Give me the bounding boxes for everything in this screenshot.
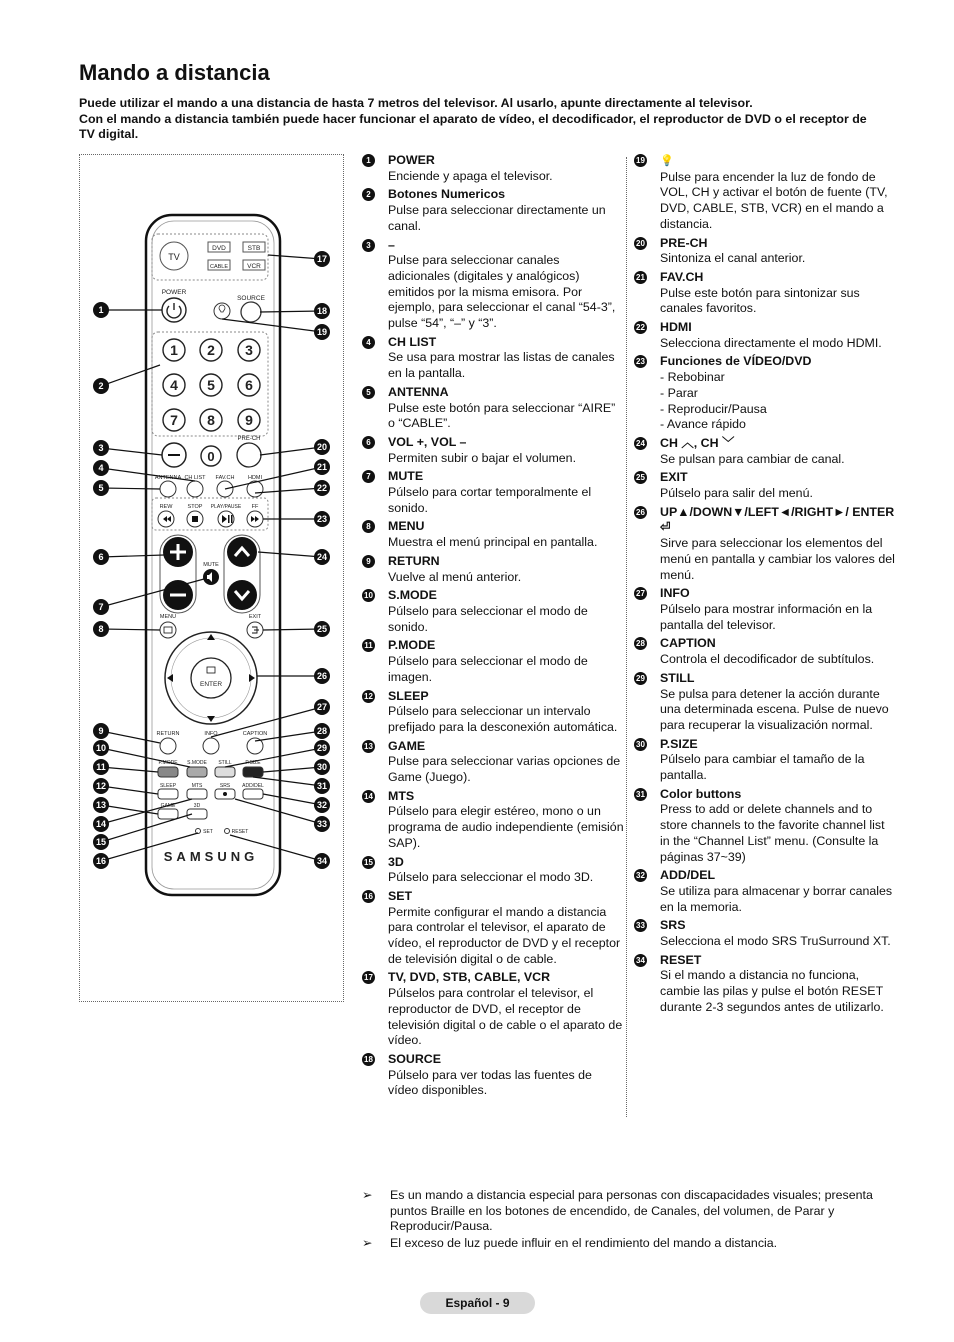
- entry-item: [362, 469, 624, 516]
- entry-description: Se usa para mostrar las listas de canales en la pantalla.: [388, 350, 615, 381]
- entry-title: FAV.CH: [660, 269, 704, 284]
- callout-badge: [93, 440, 109, 456]
- digit-0-label: 0: [207, 449, 215, 464]
- info-button[interactable]: [203, 738, 219, 754]
- still-button[interactable]: [215, 767, 235, 777]
- callout-badge: [314, 480, 330, 496]
- entry-number-badge: 15: [362, 856, 375, 869]
- note-arrow-icon: ➢: [362, 1236, 373, 1251]
- menu-button[interactable]: [160, 622, 176, 638]
- note-text: Es un mando a distancia especial para personas con discapacidades visuales; presenta puntos Braille en los botones de encendido, de Canales, del volumen, de Parar y Reproducir/Pausa.: [390, 1188, 873, 1234]
- callout-badge: [93, 834, 109, 850]
- entry-item: [634, 868, 896, 915]
- callout-number: 12: [95, 781, 107, 791]
- mts-label: MTS: [191, 783, 203, 789]
- entry-description: Enciende y apaga el televisor.: [388, 168, 553, 183]
- intro-line: Puede utilizar el mando a una distancia de hasta 7 metros del televisor. Al usarlo, apunte directamente al televisor.: [79, 96, 753, 110]
- callout-number: 23: [316, 514, 328, 524]
- callout-number: 34: [316, 856, 328, 866]
- callout-number: 26: [316, 671, 328, 681]
- entry-number-badge: 5: [362, 386, 375, 399]
- entry-description: Se utiliza para almacenar y borrar canales en la memoria.: [660, 883, 893, 914]
- callout-number: 21: [316, 462, 328, 472]
- entry-number-badge: 19: [634, 154, 647, 167]
- entry-number-badge: 3: [362, 239, 375, 252]
- entry-title: 3D: [388, 854, 404, 869]
- callout-badge: [93, 723, 109, 739]
- entries-column-1: [362, 153, 624, 1102]
- callout-number: 29: [316, 743, 328, 753]
- entry-number-badge: 18: [362, 1053, 375, 1066]
- entry-item: [634, 636, 896, 667]
- reset-button[interactable]: [225, 829, 230, 834]
- entry-title: TV, DVD, STB, CABLE, VCR: [388, 970, 551, 985]
- entry-title: P.MODE: [388, 638, 436, 653]
- return-label: RETURN: [156, 731, 180, 737]
- entry-description: Press to add or delete channels and to store channels to the favorite channel list in the “Channel List” menu. (Consulte la páginas 37~39): [660, 802, 885, 864]
- entry-title: HDMI: [660, 320, 692, 335]
- entry-number-badge: 17: [362, 971, 375, 984]
- entry-item: [362, 970, 624, 1049]
- entry-title-icon: [660, 153, 896, 170]
- entry-title: GAME: [388, 738, 426, 753]
- set-label: SET: [203, 829, 213, 835]
- callout-number: 28: [316, 726, 328, 736]
- callout-badge: [93, 759, 109, 775]
- entry-item: [362, 855, 624, 886]
- entry-description: Muestra el menú principal en pantalla.: [388, 535, 598, 550]
- entry-title: POWER: [388, 153, 435, 167]
- callout-badge: [314, 303, 330, 319]
- samsung-logo: SAMSUNG: [163, 849, 259, 864]
- sleep-label: SLEEP: [159, 783, 177, 789]
- entry-number-badge: 28: [634, 637, 647, 650]
- callout-number: 20: [316, 442, 328, 452]
- callout-badge: [93, 480, 109, 496]
- entry-description: Púlselo para seleccionar el modo de sonido.: [388, 603, 588, 634]
- entry-title: SOURCE: [388, 1051, 442, 1066]
- entry-description: Púlselo para seleccionar el modo de imagen.: [388, 654, 588, 684]
- antenna-label: ANTENNA: [154, 475, 182, 481]
- notes-section: [362, 1188, 892, 1253]
- callout-badge: [93, 778, 109, 794]
- entry-item: [362, 435, 624, 466]
- entry-number-badge: 6: [362, 436, 375, 449]
- callout-badge: [93, 853, 109, 869]
- entry-number-badge: 8: [362, 520, 375, 533]
- entry-description: Púlselo para seleccionar un intervalo prefijado para la desconexión automática.: [388, 704, 618, 734]
- entry-item: [634, 153, 896, 233]
- entry-title: SET: [388, 888, 413, 903]
- power-label: POWER: [161, 289, 187, 296]
- entry-title: –: [388, 237, 395, 252]
- intro-text: [79, 96, 879, 143]
- entry-item: [362, 554, 624, 585]
- callout-badge: [314, 816, 330, 832]
- still-label: STILL: [218, 760, 232, 766]
- callout-number: 18: [316, 306, 328, 316]
- entry-description: Pulse para seleccionar varias opciones de Game (Juego).: [388, 754, 621, 785]
- entry-number-badge: 31: [634, 788, 647, 801]
- entry-number-badge: 20: [634, 237, 647, 250]
- digit-4-label: 4: [170, 377, 178, 393]
- callout-number: 4: [98, 463, 104, 473]
- entry-description: Sintoniza el canal anterior.: [660, 251, 806, 266]
- vcr-label: VCR: [247, 263, 261, 270]
- entry-description: Permiten subir o bajar el volumen.: [388, 450, 577, 465]
- entry-title: Funciones de VÍDEO/DVD: [660, 354, 812, 369]
- threed-label: 3D: [193, 803, 201, 809]
- callout-badge: [314, 699, 330, 715]
- entry-number-badge: 27: [634, 587, 647, 600]
- favch-label: FAV.CH: [215, 475, 235, 481]
- entry-item: [634, 320, 896, 351]
- entry-description: Púlselo para ver todas las fuentes de vídeo disponibles.: [388, 1067, 592, 1098]
- entry-number-badge: 7: [362, 470, 375, 483]
- adddel-label: ADD/DEL: [242, 783, 264, 789]
- caption-label: CAPTION: [242, 731, 268, 737]
- entry-item: [362, 588, 624, 635]
- entry-description: Pulse para seleccionar directamente un canal.: [388, 203, 606, 233]
- entry-number-badge: 16: [362, 890, 375, 903]
- note-text: El exceso de luz puede influir en el rendimiento del mando a distancia.: [390, 1236, 778, 1251]
- entry-item: [634, 787, 896, 866]
- entry-description: Selecciona directamente el modo HDMI.: [660, 335, 882, 350]
- callout-badge: [314, 251, 330, 267]
- antenna-button[interactable]: [160, 481, 176, 497]
- return-button[interactable]: [160, 738, 176, 754]
- callout-badge: [93, 816, 109, 832]
- entry-item: [362, 689, 624, 736]
- entry-description: Púlselo para salir del menú.: [660, 486, 813, 501]
- entry-title: ANTENNA: [388, 384, 449, 399]
- digit-8-label: 8: [207, 412, 215, 428]
- ch-down-button[interactable]: [227, 580, 257, 610]
- sleep-button[interactable]: [158, 789, 178, 799]
- entry-number-badge: 26: [634, 506, 647, 519]
- entry-title: STILL: [660, 670, 695, 685]
- digit-9-label: 9: [245, 412, 253, 428]
- entries-column-2: [634, 153, 896, 1019]
- callout-number: 32: [316, 800, 328, 810]
- callout-number: 19: [316, 327, 328, 337]
- callout-badge: [314, 459, 330, 475]
- callout-badge: [314, 668, 330, 684]
- entry-item: [634, 505, 896, 584]
- entry-item: [634, 236, 896, 267]
- digit-2-label: 2: [207, 342, 215, 358]
- adddel-button[interactable]: [243, 789, 263, 799]
- entry-title: UP▲/DOWN▼/LEFT◄/RIGHT►/ ENTER ⏎: [660, 504, 895, 535]
- callout-badge: [93, 378, 109, 394]
- entry-description: Controla el decodificador de subtítulos.: [660, 652, 875, 667]
- entry-item: [362, 789, 624, 852]
- entry-item: [362, 153, 624, 184]
- callout-number: 27: [316, 702, 328, 712]
- callout-badge: [314, 511, 330, 527]
- entry-title: EXIT: [660, 470, 688, 485]
- callout-badge: [314, 740, 330, 756]
- callout-number: 24: [316, 552, 328, 562]
- entry-title: PRE-CH: [660, 235, 708, 250]
- entry-number-badge: 9: [362, 555, 375, 568]
- page-title: Mando a distancia: [79, 60, 270, 85]
- entry-title: CAPTION: [660, 636, 716, 651]
- callout-badge: [93, 302, 109, 318]
- entry-title: P.SIZE: [660, 736, 698, 751]
- entry-description: Púlselo para mostrar información en la pantalla del televisor.: [660, 601, 873, 632]
- source-button[interactable]: [241, 302, 261, 322]
- entry-item: [634, 436, 896, 467]
- callout-number: 22: [316, 483, 328, 493]
- enter-button[interactable]: [191, 658, 231, 698]
- callout-number: 8: [98, 624, 104, 634]
- entry-description: Púlselo para cortar temporalmente el sonido.: [388, 485, 592, 515]
- callout-number: 14: [95, 819, 107, 829]
- page-number-badge: Español - 9: [420, 1292, 535, 1314]
- entry-item: [634, 270, 896, 317]
- entry-title: MTS: [388, 788, 415, 803]
- column-divider: [626, 157, 627, 1117]
- digit-3-label: 3: [245, 342, 253, 358]
- entry-description: Selecciona el modo SRS TruSurround XT.: [660, 934, 891, 949]
- entry-item: [362, 638, 624, 685]
- entry-title: S.MODE: [388, 588, 437, 603]
- entry-item: [362, 1052, 624, 1099]
- chlist-label: CH LIST: [184, 475, 206, 481]
- smode-label: S.MODE: [187, 760, 207, 766]
- callout-number: 6: [98, 552, 104, 562]
- entry-item: [634, 953, 896, 1016]
- entry-number-badge: 29: [634, 672, 647, 685]
- entry-description: Pulse este botón para seleccionar “AIRE” o “CABLE”.: [388, 400, 616, 431]
- entry-number-badge: 10: [362, 589, 375, 602]
- callout-badge: [314, 853, 330, 869]
- entry-number-badge: 13: [362, 740, 375, 753]
- entry-description: Pulse este botón para sintonizar sus canales favoritos.: [660, 285, 860, 316]
- ch-up-button[interactable]: [227, 537, 257, 567]
- entry-title: RESET: [660, 952, 702, 967]
- callout-badge: [314, 778, 330, 794]
- entry-number-badge: 4: [362, 336, 375, 349]
- entry-number-badge: 24: [634, 437, 647, 450]
- entry-title: VOL +, VOL –: [388, 434, 467, 449]
- prech-button[interactable]: [237, 443, 261, 467]
- entry-title: ADD/DEL: [660, 868, 716, 883]
- entry-description: Vuelve al menú anterior.: [388, 569, 522, 584]
- entry-item: [634, 737, 896, 784]
- set-button[interactable]: [196, 829, 201, 834]
- entry-item: [634, 470, 896, 501]
- tv-label: TV: [168, 252, 180, 262]
- psize-button[interactable]: [243, 767, 263, 777]
- cable-label: CABLE: [209, 264, 229, 270]
- callout-number: 2: [98, 381, 104, 391]
- entry-title: SRS: [660, 918, 686, 933]
- entry-description: Púlselo para cambiar el tamaño de la pantalla.: [660, 752, 865, 783]
- callout-number: 5: [98, 483, 104, 493]
- callout-number: 15: [95, 837, 107, 847]
- callout-number: 7: [98, 602, 104, 612]
- menu-label: MENU: [159, 614, 177, 620]
- entry-number-badge: 30: [634, 738, 647, 751]
- callout-badge: [314, 797, 330, 813]
- callout-number: 9: [98, 726, 104, 736]
- entry-title: CH ︿, CH ﹀: [660, 435, 735, 450]
- entry-title: Botones Numericos: [388, 187, 506, 202]
- pmode-label: P.MODE: [158, 760, 178, 766]
- entry-title: Color buttons: [660, 786, 742, 801]
- callout-badge: [314, 324, 330, 340]
- ff-label: FF: [251, 504, 259, 510]
- enter-label: ENTER: [199, 681, 223, 688]
- game-label: GAME: [160, 803, 176, 809]
- callout-badge: [314, 549, 330, 565]
- callout-number: 10: [95, 743, 107, 753]
- entry-title: SLEEP: [388, 688, 429, 703]
- callout-badge: [93, 549, 109, 565]
- entry-title: RETURN: [388, 553, 440, 568]
- callout-number: 11: [96, 762, 106, 772]
- prech-label: PRE-CH: [237, 436, 261, 442]
- callout-number: 31: [316, 781, 328, 791]
- smode-button[interactable]: [187, 767, 207, 777]
- stop-label: STOP: [187, 504, 203, 510]
- entry-number-badge: 11: [362, 639, 375, 652]
- entry-description: Se pulsa para detener la acción durante una determinada escena. Pulse de nuevo para recuperar la visualización normal.: [660, 686, 889, 732]
- rew-label: REW: [159, 504, 173, 510]
- callout-badge: [93, 599, 109, 615]
- entry-number-badge: 25: [634, 471, 647, 484]
- mts-button[interactable]: [187, 789, 207, 799]
- callout-number: 16: [95, 856, 107, 866]
- callout-number: 3: [98, 443, 104, 453]
- callout-number: 1: [98, 305, 104, 315]
- entry-number-badge: 22: [634, 321, 647, 334]
- entry-item: [634, 671, 896, 734]
- entry-item: [362, 187, 624, 234]
- pmode-button[interactable]: [158, 767, 178, 777]
- callout-number: 17: [316, 254, 328, 264]
- digit-5-label: 5: [207, 377, 215, 393]
- callout-number: 30: [316, 762, 328, 772]
- entry-item: [362, 889, 624, 968]
- source-label: SOURCE: [237, 295, 265, 302]
- game-button[interactable]: [158, 809, 178, 819]
- entry-description: Púlselo para elegir estéreo, mono o un programa de audio independiente (emisión SAP).: [388, 804, 624, 850]
- number-pad: [163, 339, 260, 431]
- callout-number: 33: [316, 819, 328, 829]
- digit-7-label: 7: [170, 412, 178, 428]
- entry-number-badge: 21: [634, 271, 647, 284]
- entry-number-badge: 33: [634, 919, 647, 932]
- digit-1-label: 1: [170, 342, 178, 358]
- playpause-label: PLAY/PAUSE: [210, 504, 242, 510]
- entry-number-badge: 23: [634, 355, 647, 368]
- entry-number-badge: 12: [362, 690, 375, 703]
- intro-line: Con el mando a distancia también puede hacer funcionar el aparato de vídeo, el decodificador, el reproductor de DVD o el receptor de TV digital.: [79, 111, 867, 141]
- entry-description: Pulse para seleccionar canales adicionales (digitales y analógicos) emitidos por la misma emisora. Por ejemplo, para seleccionar el canal “54-3”, pulse “54”, “–” y “3”.: [388, 253, 616, 331]
- info-label: INFO: [204, 731, 218, 737]
- entry-item: [362, 238, 624, 332]
- entry-number-badge: 14: [362, 790, 375, 803]
- entry-number-badge: 1: [362, 154, 375, 167]
- srs-label: SRS: [219, 783, 231, 789]
- callout-number: 25: [316, 624, 328, 634]
- stop-icon: [192, 516, 198, 522]
- entry-description: Púlselos para controlar el televisor, el reproductor de DVD, el receptor de televisión digital o de cable o el aparato de vídeo.: [388, 986, 623, 1048]
- hdmi-label: HDMI: [247, 475, 263, 481]
- callout-badge: [93, 621, 109, 637]
- entry-description: - Rebobinar - Parar - Reproducir/Pausa - Avance rápido: [660, 370, 767, 432]
- callout-badge: [93, 797, 109, 813]
- entry-item: [362, 335, 624, 382]
- entry-description: Permite configurar el mando a distancia para controlar el televisor, el aparato de vídeo, el reproductor de DVD y el receptor de televisión digital o de cable.: [388, 904, 621, 966]
- light-icon: 💡: [660, 155, 674, 167]
- entry-item: [362, 385, 624, 432]
- remote-control-illustration: [80, 155, 343, 1001]
- entry-title: MUTE: [388, 469, 424, 484]
- stb-label: STB: [247, 245, 261, 252]
- callout-badge: [314, 759, 330, 775]
- entry-description: Púlselo para seleccionar el modo 3D.: [388, 870, 594, 885]
- note-item: [362, 1188, 892, 1235]
- callout-badge: [314, 723, 330, 739]
- entry-description: Sirve para seleccionar los elementos del menú en pantalla y cambiar los valores del menú.: [660, 536, 895, 582]
- entry-description: Pulse para encender la luz de fondo de VOL, CH y activar el botón de fuente (TV, DVD, CABLE, STB, VCR) en el mando a distancia.: [660, 169, 888, 231]
- callout-badge: [314, 439, 330, 455]
- callout-number: 13: [95, 800, 107, 810]
- dvd-label: DVD: [212, 245, 226, 252]
- entry-number-badge: 32: [634, 869, 647, 882]
- entry-number-badge: 2: [362, 188, 375, 201]
- entry-number-badge: 34: [634, 954, 647, 967]
- psize-label: P.SIZE: [245, 760, 261, 766]
- entry-title: CH LIST: [388, 334, 437, 349]
- entry-item: [634, 586, 896, 633]
- entry-item: [362, 519, 624, 550]
- exit-label: EXIT: [248, 614, 262, 620]
- entry-item: [362, 739, 624, 786]
- note-arrow-icon: ➢: [362, 1188, 373, 1202]
- entry-description: Se pulsan para cambiar de canal.: [660, 451, 845, 466]
- mute-label: MUTE: [203, 562, 219, 568]
- callout-badge: [93, 740, 109, 756]
- callout-badge: [93, 460, 109, 476]
- entry-item: [634, 918, 896, 949]
- digit-6-label: 6: [245, 377, 253, 393]
- entry-description: Si el mando a distancia no funciona, cambie las pilas y pulse el botón RESET durante 2-3 segundos antes de utilizarlo.: [660, 968, 884, 1014]
- note-item: [362, 1236, 892, 1252]
- entry-title: MENU: [388, 519, 425, 534]
- entry-title: INFO: [660, 586, 690, 601]
- reset-label: RESET: [231, 829, 249, 835]
- entry-item: [634, 354, 896, 433]
- chlist-button[interactable]: [187, 481, 203, 497]
- callout-badge: [314, 621, 330, 637]
